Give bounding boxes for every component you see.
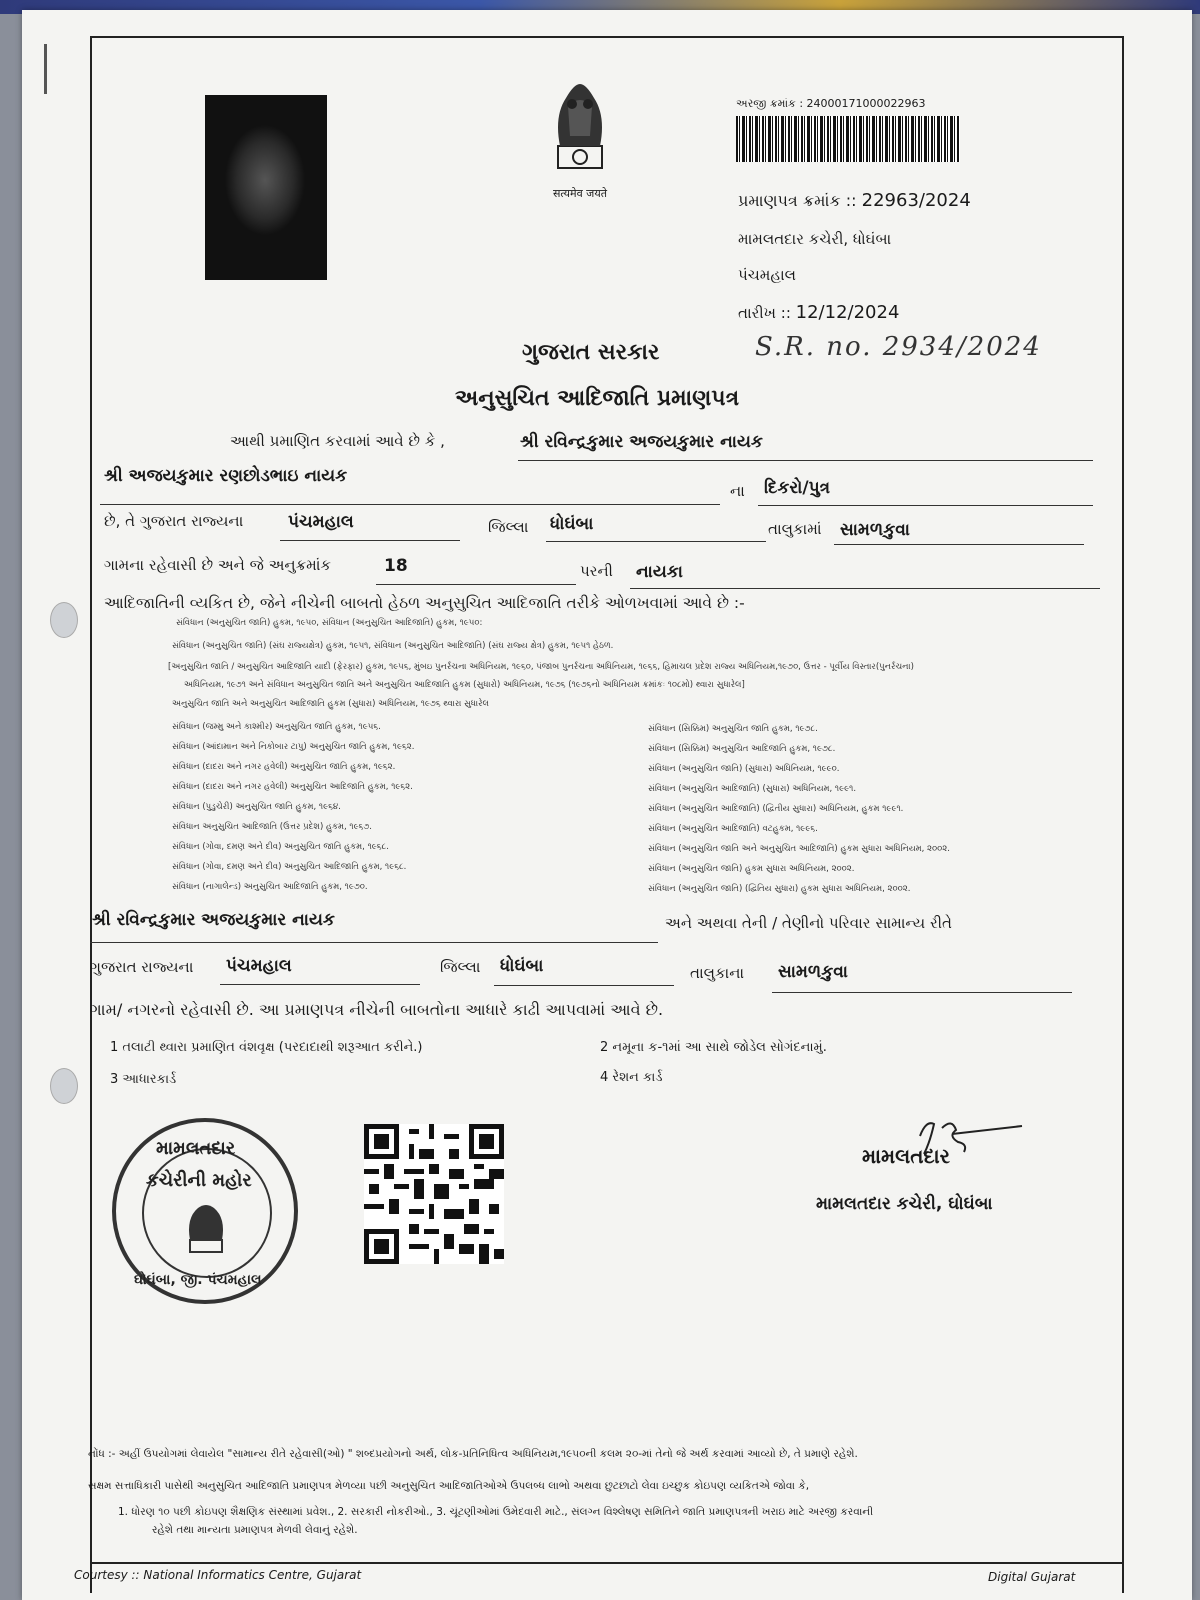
order-line: સંવિધાન (અનુસુચિત જાતિ) હુકમ સુધારા અધિનિયમ, ૨૦૦૨. [648, 864, 855, 874]
underline [758, 505, 1093, 506]
order-line: સંવિધાન (અનુસુચિત જાતિ) (દ્વિતિય સુધારા) હુકમ સુધારા અધિનિયમ, ૨૦૦૨. [648, 884, 911, 894]
order-line: સંવિધાન (અનુસુચિત આદિજાતિ) વટહુકમ, ૧૯૯૬. [648, 824, 818, 834]
seal-top-text: મામલતદાર [156, 1138, 236, 1159]
document-item: 3 આધારકાર્ડ [110, 1072, 177, 1087]
residence-taluka: ધોઘંબા [500, 956, 544, 976]
seal-middle-text: કચેરીની મહોર [146, 1170, 252, 1191]
underline [100, 504, 720, 505]
emblem-motto: सत्यमेव जयते [552, 187, 607, 200]
issue-date-label: તારીખ :: [738, 304, 791, 322]
intro-text: આથી પ્રમાણિત કરવામાં આવે છે કે , [230, 432, 445, 450]
order-line: સંવિધાન (અનુસુચિત જાતિ) (સુધારા) અધિનિયમ, ૧૯૯૦. [648, 764, 840, 774]
footer-rule [90, 1562, 1122, 1564]
order-line: અનુસુચિત જાતિ અને અનુસુચિત આદિજાતિ હુકમ (સુધારા) અધિનિયમ, ૧૯૭૬ થ્વારા સુધારેલ [172, 699, 489, 709]
order-line: સંવિધાન (સિક્કિમ) અનુસુચિત જાતિ હુકમ, ૧૯૭૮. [648, 724, 818, 734]
order-line: સંવિધાન (પુડુચેરી) અનુસુચિત જાતિ હુકમ, ૧૯૬૪. [172, 802, 341, 812]
district-value: પંચમહાલ [288, 512, 354, 532]
note-benefits-list: 1. ધોરણ ૧૦ પછી કોઇપણ શૈક્ષણિક સંસ્થામાં પ્રવેશ., 2. સરકારી નોકરીઓ., 3. ચૂંટણીઓમાં ઉમેદવારી માટે., સંલગ્ન વિશ્લેષણ સમિતિને જાતિ પ્રમાણપત્રની ખરાઇ માટે અરજી કરવાની [118, 1506, 874, 1518]
taluka-label: તાલુકામાં [768, 520, 822, 538]
residence-village: સામળકુવા [778, 962, 848, 982]
order-line: સંવિધાન (ગોવા, દમણ અને દીવ) અનુસુચિત આદિજાતિ હુકમ, ૧૯૬૮. [172, 862, 407, 872]
application-number-value: 24000171000022963 [806, 97, 926, 110]
residence-state-label: ગુજરાત રાજ્યના [90, 958, 194, 976]
staple-mark [44, 44, 47, 94]
note-benefits: સક્ષમ સત્તાધિકારી પાસેથી અનુસુચિત આદિજાતિ પ્રમાણપત્ર મેળવ્યા પછી અનુસુચિત આદિજાતિઓએ ઉપલબ્ધ લાભો અથવા છુટછાટો લેવા ઇચ્છુક કોઇપણ વ્યકિતએ જોવા કે, [88, 1480, 810, 1492]
document-item: 4 રેશન કાર્ડ [600, 1070, 663, 1085]
residence-district-label: જિલ્લા [440, 958, 481, 976]
barcode [736, 116, 960, 162]
order-line: સંવિધાન (અનુસુચિત જાતિ અને અનુસુચિત આદિજાતિ) હુકમ સુધારા અધિનિયમ, ૨૦૦૨. [648, 844, 950, 854]
order-line: સંવિધાન (અનુસુચિત આદિજાતિ) (દ્વિતીય સુધારા) અધિનિયમ, હુકમ ૧૯૯૧. [648, 804, 904, 814]
signatory-title: મામલતદાર [862, 1144, 950, 1168]
document-item: 2 નમૂના ક-૧માં આ સાથે જોડેલ સોગંદનામું. [600, 1040, 827, 1055]
seal-bottom-text: ઘોઘંબા, જી. પંચમહાલ [134, 1272, 262, 1288]
order-line: સંવિધાન (દાદરા અને નગર હવેલી) અનુસુચિત જાતિ હુકમ, ૧૯૬૨. [172, 762, 396, 772]
relation: દિકરો/પુત્ર [764, 478, 831, 498]
person-name: શ્રી રવિન્દ્રકુમાર અજયકુમાર નાયક [520, 432, 763, 452]
certificate-number [738, 190, 971, 211]
underline [546, 541, 766, 542]
footer-courtesy: Courtesy :: National Informatics Centre, Gujarat [74, 1568, 362, 1582]
certificate-number-value: 22963/2024 [861, 190, 971, 211]
seal-emblem-icon [180, 1200, 232, 1260]
punch-hole [50, 1068, 78, 1104]
order-line: સંવિધાન (અનુસુચિત જાતિ) (સંઘ રાજ્યક્ષેત્ર) હુકમ, ૧૯૫૧, સંવિધાન (અનુસુચિત આદિજાતિ) (સંઘ રાજ્ય ક્ષેત્ર) હુકમ, ૧૯૫૧ હેઠળ. [172, 641, 614, 651]
application-number-label: અરજી ક્રમાંક : [736, 97, 804, 110]
handwritten-sr-number: S.R. no. 2934/2024 [755, 332, 1042, 362]
serial-number: 18 [384, 556, 408, 576]
government-title: ગુજરાત સરકાર [522, 340, 660, 365]
order-line: સંવિધાન અનુસુચિત આદિજાતિ (ઉત્તર પ્રદેશ) હુકમ, ૧૯૬૭. [172, 822, 373, 832]
official-seal [112, 1118, 298, 1304]
order-line: સંવિધાન (નાગાલેન્ડ) અનુસુચિત આદિજાતિ હુકમ, ૧૯૭૦. [172, 882, 368, 892]
underline [494, 985, 674, 986]
underline [630, 588, 1100, 589]
footer-digital-gujarat: Digital Gujarat [988, 1570, 1076, 1584]
order-line: સંવિધાન (દાદરા અને નગર હવેલી) અનુસુચિત આદિજાતિ હુકમ, ૧૯૬૨. [172, 782, 413, 792]
note-benefits-end: રહેશે તથા માન્યતા પ્રમાણપત્ર મેળવી લેવાનું રહેશે. [152, 1524, 358, 1536]
order-line: સંવિધાન (અનુસુચિત આદિજાતિ) (સુધારા) અધિનિયમ, ૧૯૯૧. [648, 784, 857, 794]
state-label: છે, તે ગુજરાત રાજ્યના [104, 512, 244, 530]
issue-date [738, 302, 899, 323]
applicant-photo [205, 95, 327, 280]
underline [772, 992, 1072, 993]
certificate-title: અનુસુચિત આદિજાતિ પ્રમાણપત્ર [455, 386, 740, 411]
district-label: જિલ્લા [488, 518, 529, 536]
village-value: સામળકુવા [840, 520, 910, 540]
basis-text: ગામ/ નગરનો રહેવાસી છે. આ પ્રમાણપત્ર નીચેની બાબતોના આધારે કાઢી આપવામાં આવે છે. [90, 1000, 664, 1019]
underline [90, 942, 658, 943]
qr-code [364, 1124, 504, 1264]
certificate-number-label: પ્રમાણપત્ર ક્રમાંક :: [738, 191, 857, 210]
application-number [736, 97, 926, 111]
residence-taluka-label: તાલુકાના [690, 964, 745, 982]
issuing-district: પંચમહાલ [738, 266, 797, 284]
order-line: સંવિધાન (સિક્કિમ) અનુસુચિત આદિજાતિ હુકમ, ૧૯૭૮. [648, 744, 836, 754]
punch-hole [50, 602, 78, 638]
tribe-description: આદિજાતિની વ્યકિત છે, જેને નીચેની બાબતો હેઠળ અનુસુચિત આદિજાતિ તરીકે ઓળખવામાં આવે છે :- [104, 594, 745, 612]
national-emblem-icon [540, 76, 620, 196]
father-name: શ્રી અજયકુમાર રણછોડભાઇ નાયક [104, 466, 348, 486]
order-line: સંવિધાન (ગોવા, દમણ અને દીવ) અનુસુચિત જાતિ હુકમ, ૧૯૬૮. [172, 842, 389, 852]
underline [376, 584, 576, 585]
document-item: 1 તલાટી થ્વારા પ્રમાણિત વંશવૃક્ષ (પરદાદાથી શરૂઆત કરીને.) [110, 1040, 423, 1055]
signatory-office: મામલતદાર કચેરી, ઘોઘંબા [816, 1194, 993, 1214]
order-line: [અનુસુચિત જાતિ / અનુસુચિત આદિજાતિ યાદી (ફેરફાર) હુકમ, ૧૯૫૬, મુંબઇ પુનર્રચના અધિનિયમ, ૧૯૬૦, પંજાબ પુનર્રચના અધિનિયમ, ૧૯૬૬, હિમાચલ પ્રદેશ રાજ્ય અધિનિયમ,૧૯૭૦, ઉત્તર - પૂર્વીય વિસ્તાર(પુનર્રચના) [168, 662, 914, 672]
underline [220, 984, 420, 985]
issue-date-value: 12/12/2024 [795, 302, 900, 323]
tribe-value: નાયકા [636, 562, 683, 582]
underline [280, 540, 460, 541]
underline [834, 544, 1084, 545]
residence-district: પંચમહાલ [226, 956, 292, 976]
underline [518, 460, 1093, 461]
resident-label: ગામના રહેવાસી છે અને જે અનુક્રમાંક [104, 556, 332, 574]
na-label: ના [730, 482, 745, 500]
order-line: સંવિધાન (અનુસુચિત જાતિ) હુકમ, ૧૯૫૦, સંવિધાન (અનુસુચિત આદિજાતિ) હુકમ, ૧૯૫૦: [176, 618, 483, 628]
resident-person-name: શ્રી રવિન્દ્રકુમાર અજયકુમાર નાયક [92, 910, 335, 930]
par-label: પરની [580, 562, 613, 580]
note-residence: નોંધ :- અહીં ઉપયોગમાં લેવાયેલ "સામાન્ય રીતે રહેવાસી(ઓ) " શબ્દપ્રયોગનો અર્થ, લોક-પ્રતિનિધિત્વ અધિનિયમ,૧૯૫૦ની કલમ ૨૦-માં તેનો જે અર્થ કરવામાં આવ્યો છે, તે પ્રમાણે રહેશે. [88, 1448, 858, 1460]
family-text: અને અથવા તેની / તેણીનો પરિવાર સામાન્ય રીતે [665, 914, 952, 932]
issuing-office: મામલતદાર કચેરી, ધોઘંબા [738, 230, 892, 248]
order-line: અધિનિયમ, ૧૯૭૧ અને સંવિધાન અનુસુચિત જાતિ અને અનુસુચિત આદિજાતિ હુકમ (સુધારો) અધિનિયમ, ૧૯૭૬ (૧૯૭૬નો અધિનિયમ ક્રમાંકઃ ૧૦૮મો) થ્વારા સુધારેલ] [184, 680, 745, 690]
order-line: સંવિધાન (જમ્મુ અને કાશ્મીર) અનુસુચિત જાતિ હુકમ, ૧૯૫૬. [172, 722, 381, 732]
taluka-value: ધોઘંબા [550, 514, 594, 534]
order-line: સંવિધાન (આંદામાન અને નિકોબાર ટાપુ) અનુસુચિત જાતિ હુકમ, ૧૯૬૨. [172, 742, 415, 752]
